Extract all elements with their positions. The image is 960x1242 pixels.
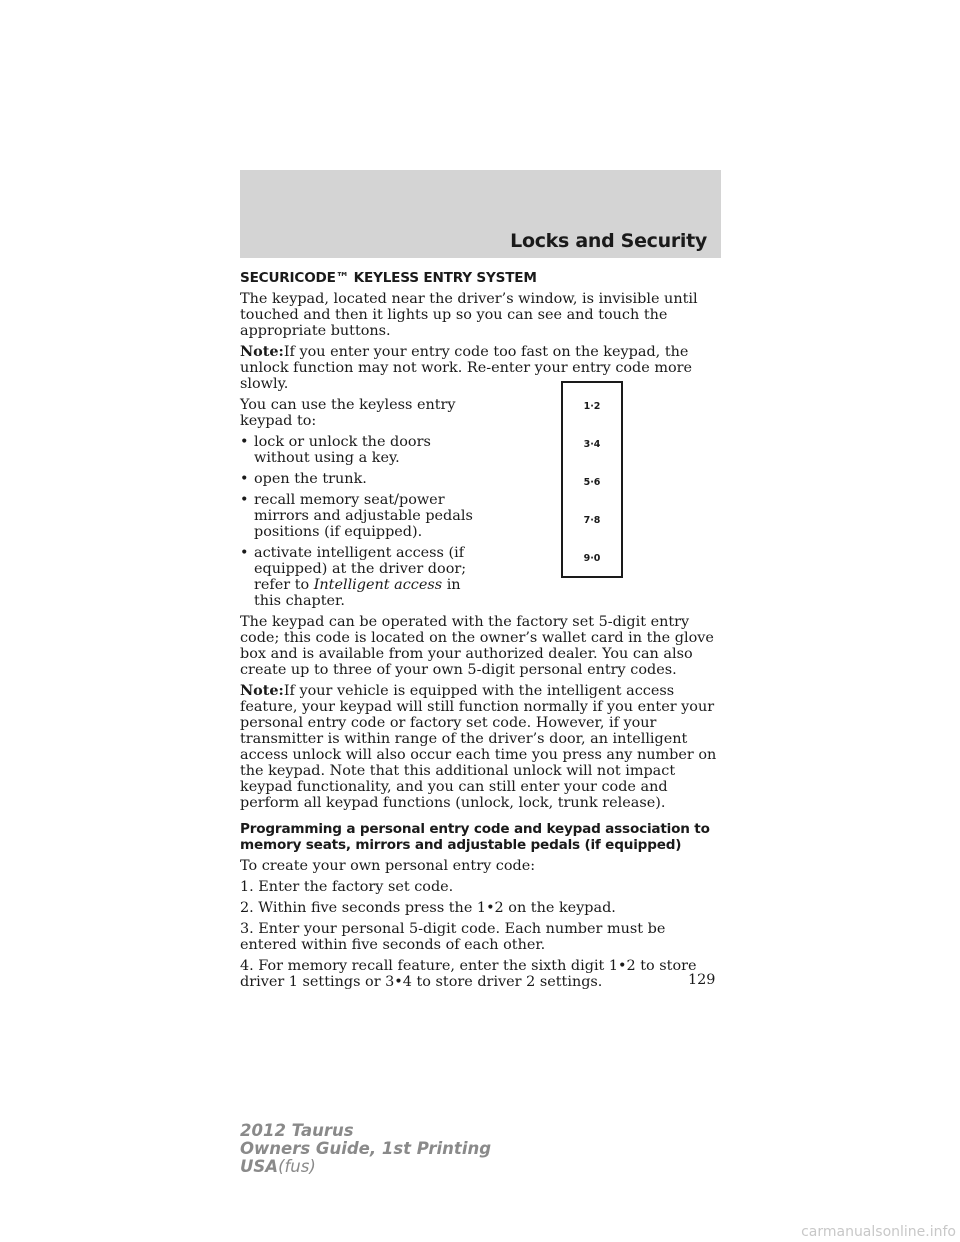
factory-code-paragraph: The keypad can be operated with the factory set 5-digit entry code; this code is located on the owner’s wallet card in the glove box and is available from your authorized dealer. You can also create up to three of your own 5-digit personal entry codes.: [240, 614, 714, 678]
list-item-text: recall memory seat/power mirrors and adjustable pedals positions (if equipped).: [254, 492, 473, 540]
section-heading: SECURICODE™ KEYLESS ENTRY SYSTEM: [240, 270, 537, 286]
step-4: 4. For memory recall feature, enter the sixth digit 1•2 to store driver 1 settings or 3•4 to store driver 2 settings.: [240, 958, 697, 990]
bullet-icon: •: [240, 471, 249, 487]
keypad-key-9-0: 9·0: [583, 553, 601, 564]
section-title: Locks and Security: [510, 230, 707, 252]
footer-region-code: USA: [240, 1157, 279, 1176]
keypad-key-1-2: 1·2: [583, 401, 601, 412]
create-intro-paragraph: To create your own personal entry code:: [240, 858, 536, 874]
keypad-key-7-8: 7·8: [583, 515, 601, 526]
list-item: [240, 471, 476, 487]
step-1: 1. Enter the factory set code.: [240, 879, 454, 895]
footer-region: [240, 1158, 491, 1176]
footer-region-suffix: (fus): [278, 1157, 316, 1176]
note-text: If you enter your entry code too fast on the keypad, the unlock function may not work. Re-enter your entry code more slowly.: [240, 344, 693, 392]
cross-reference: Intelligent access: [313, 577, 443, 593]
feature-list: [240, 434, 476, 609]
footer-model: 2012 Taurus: [240, 1121, 354, 1140]
list-item-text: lock or unlock the doors without using a key.: [254, 434, 431, 466]
list-item: [240, 492, 476, 540]
note-paragraph-1: [240, 344, 722, 392]
note-label: Note:: [240, 343, 284, 360]
note-label: Note:: [240, 682, 284, 699]
use-intro-paragraph: You can use the keyless entry keypad to:: [240, 397, 456, 429]
bullet-icon: •: [240, 434, 249, 450]
section-header: [240, 170, 721, 258]
page-content: [240, 270, 722, 995]
bullet-icon: •: [240, 545, 249, 561]
list-item-text: in this chapter.: [254, 577, 461, 609]
list-item: [240, 545, 476, 609]
document-footer: [240, 1122, 491, 1176]
note-text: If your vehicle is equipped with the intelligent access feature, your keypad will still function normally if you enter your personal entry code or factory set code. However, if your transmitter is within range of the driver’s door, an intelligent access unlock will also occur each time you press any number on the keypad. Note that this additional unlock will not impact keypad functionality, and you can still enter your code and perform all keypad functions (unlock, lock, trunk release).: [240, 683, 717, 811]
watermark: carmanualsonline.info: [801, 1224, 956, 1240]
keypad-key-5-6: 5·6: [583, 477, 601, 488]
list-item: [240, 434, 476, 466]
step-2: 2. Within five seconds press the 1•2 on the keypad.: [240, 900, 616, 916]
list-item-text: activate intelligent access (if equipped) at the driver door; refer to: [254, 545, 467, 593]
page-number: 129: [688, 972, 716, 988]
list-item-text: open the trunk.: [254, 471, 367, 487]
keypad-illustration: [561, 381, 623, 578]
bullet-icon: •: [240, 492, 249, 508]
note-paragraph-2: [240, 683, 722, 811]
footer-edition: Owners Guide, 1st Printing: [240, 1139, 492, 1158]
keypad-key-3-4: 3·4: [583, 439, 601, 450]
step-3: 3. Enter your personal 5-digit code. Each number must be entered within five seconds of each other.: [240, 921, 666, 953]
intro-paragraph: The keypad, located near the driver’s window, is invisible until touched and then it lights up so you can see and touch the appropriate buttons.: [240, 291, 698, 339]
subheading: Programming a personal entry code and keypad association to memory seats, mirrors and adjustable pedals (if equipped): [240, 821, 710, 853]
